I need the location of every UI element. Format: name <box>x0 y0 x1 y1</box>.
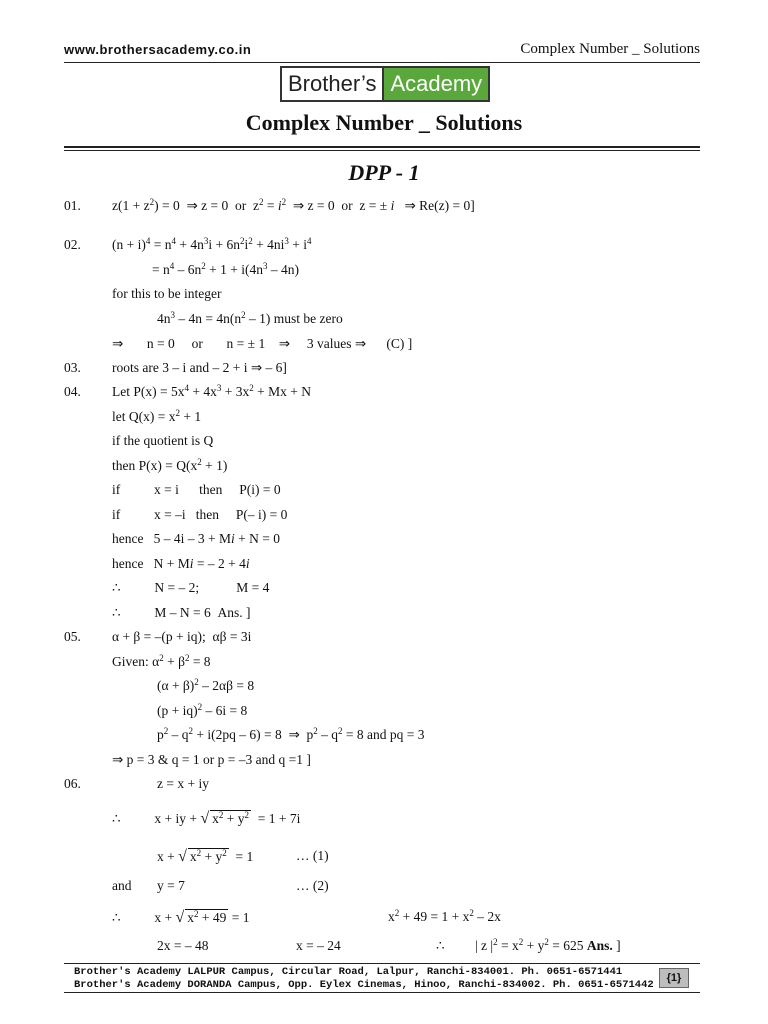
title-divider <box>64 146 700 148</box>
solution-line: $(\alpha + \beta)^2 - 2\alpha\beta = 8$ <box>157 677 255 693</box>
solution-line: hence 5 – 4i – 3 + Mi + N = 0 <box>112 531 280 546</box>
academy-logo <box>280 66 490 102</box>
solution-line: (p + iq)$^2$ – 6i = 8 <box>157 702 248 718</box>
dpp-heading: DPP - 1 <box>348 160 420 185</box>
solution-line: ∴ x + √ $x^2 + 49 = 1$ <box>112 909 250 926</box>
solution-line: let $Q(x) = x^2 + 1$ <box>112 408 202 424</box>
solution-line: = $n^4 - 6n^2 + 1 + i(4n^3 - 4n)$ <box>152 261 299 277</box>
solution-line: then $P(x) = Q(x^2 + 1)$ <box>112 457 228 473</box>
solution-line: if x = –i then P(– i) = 0 <box>112 507 288 522</box>
solution-line: x = – 24 <box>296 938 341 953</box>
solution-line: x + √ $x^2 + y^2 = 1$ <box>157 848 254 865</box>
footer-line-1: Brother's Academy LALPUR Campus, Circular Road, Lalpur, Ranchi-834001. Ph. 0651-6571441 <box>74 966 623 978</box>
question-number: 04. <box>64 384 81 399</box>
question-number: 01. <box>64 198 81 213</box>
solution-line: $p^2 - q^2 + i(2pq - 6) = 8$ ⇒ $p^2 - q^2 = 8$ and pq = 3 <box>157 726 425 742</box>
page-title: Complex Number _ Solutions <box>245 110 523 135</box>
solution-line: for this to be integer <box>112 286 222 301</box>
given-label: Given: <box>112 654 153 669</box>
solution-line: hence N + Mi = – 2 + 4i <box>112 556 250 571</box>
logo-right-text: Academy <box>382 68 488 100</box>
solution-line: ∴ x + iy + √ $x^2 + y^2 = 1 + 7i$ <box>112 810 301 827</box>
solution-line: z = x + iy <box>157 776 209 791</box>
solution-line: ⇒ p = 3 & q = 1 or p = –3 and q =1 ] <box>112 752 311 767</box>
solution-line: roots are 3 – i and – 2 + i ⇒ – 6] <box>112 360 287 375</box>
solution-line: ∴ N = – 2; M = 4 <box>112 580 270 595</box>
solution-line: α + β = –(p + iq); αβ = 3i <box>112 629 252 644</box>
solution-line: ∴ | z $|^2 = x^2 + y^2 = 625$ Ans. ] <box>436 937 621 953</box>
footer-line-2: Brother's Academy DORANDA Campus, Opp. Eylex Cinemas, Hinoo, Ranchi-834002. Ph. 0651-6571442 <box>74 979 654 991</box>
solution-line: if x = i then P(i) = 0 <box>112 482 281 497</box>
equation-tag: … (2) <box>296 878 329 893</box>
title-divider-thin <box>64 150 700 151</box>
question-number: 06. <box>64 776 81 791</box>
question-number: 02. <box>64 237 81 252</box>
footer-divider-bottom <box>64 992 700 993</box>
page-number: {1} <box>659 968 689 988</box>
solution-line: $4n^3 - 4n = 4n(n^2 - 1)$ must be zero <box>157 310 343 326</box>
header-divider <box>64 62 700 63</box>
header-title: Complex Number _ Solutions <box>520 41 700 57</box>
solution-line: Given: $\alpha^2 + \beta^2 = 8$ <box>112 653 211 669</box>
solution-line: $(n + i)^4 = n^4 + 4n^3i + 6n^2i^2 + 4ni^3 + i^4$ <box>112 236 312 252</box>
footer-divider <box>64 963 700 964</box>
solution-line: $z(1 + z^2) = 0$ ⇒ z = 0 or $z^2 = i^2$ ⇒ z = 0 or z = ± i ⇒ Re(z) = 0] <box>112 197 475 213</box>
solution-line: and <box>112 878 132 893</box>
solution-line: 2x = – 48 <box>157 938 209 953</box>
question-number: 03. <box>64 360 81 375</box>
question-number: 05. <box>64 629 81 644</box>
logo-left-text: Brother’s <box>282 68 382 100</box>
equation-tag: … (1) <box>296 848 329 863</box>
solution-line: if the quotient is Q <box>112 433 214 448</box>
header-url: www.brothersacademy.co.in <box>64 42 252 57</box>
solution-line: ⇒ n = 0 or n = ± 1 ⇒ 3 values ⇒ (C) ] <box>112 336 413 351</box>
solution-line: Let $P(x) = 5x^4 + 4x^3 + 3x^2 + Mx + N$ <box>112 383 311 399</box>
solution-line: y = 7 <box>157 878 185 893</box>
solution-line: $x^2 + 49 = 1 + x^2 - 2x$ <box>388 908 501 924</box>
solution-line: ∴ M – N = 6 Ans. ] <box>112 605 251 620</box>
